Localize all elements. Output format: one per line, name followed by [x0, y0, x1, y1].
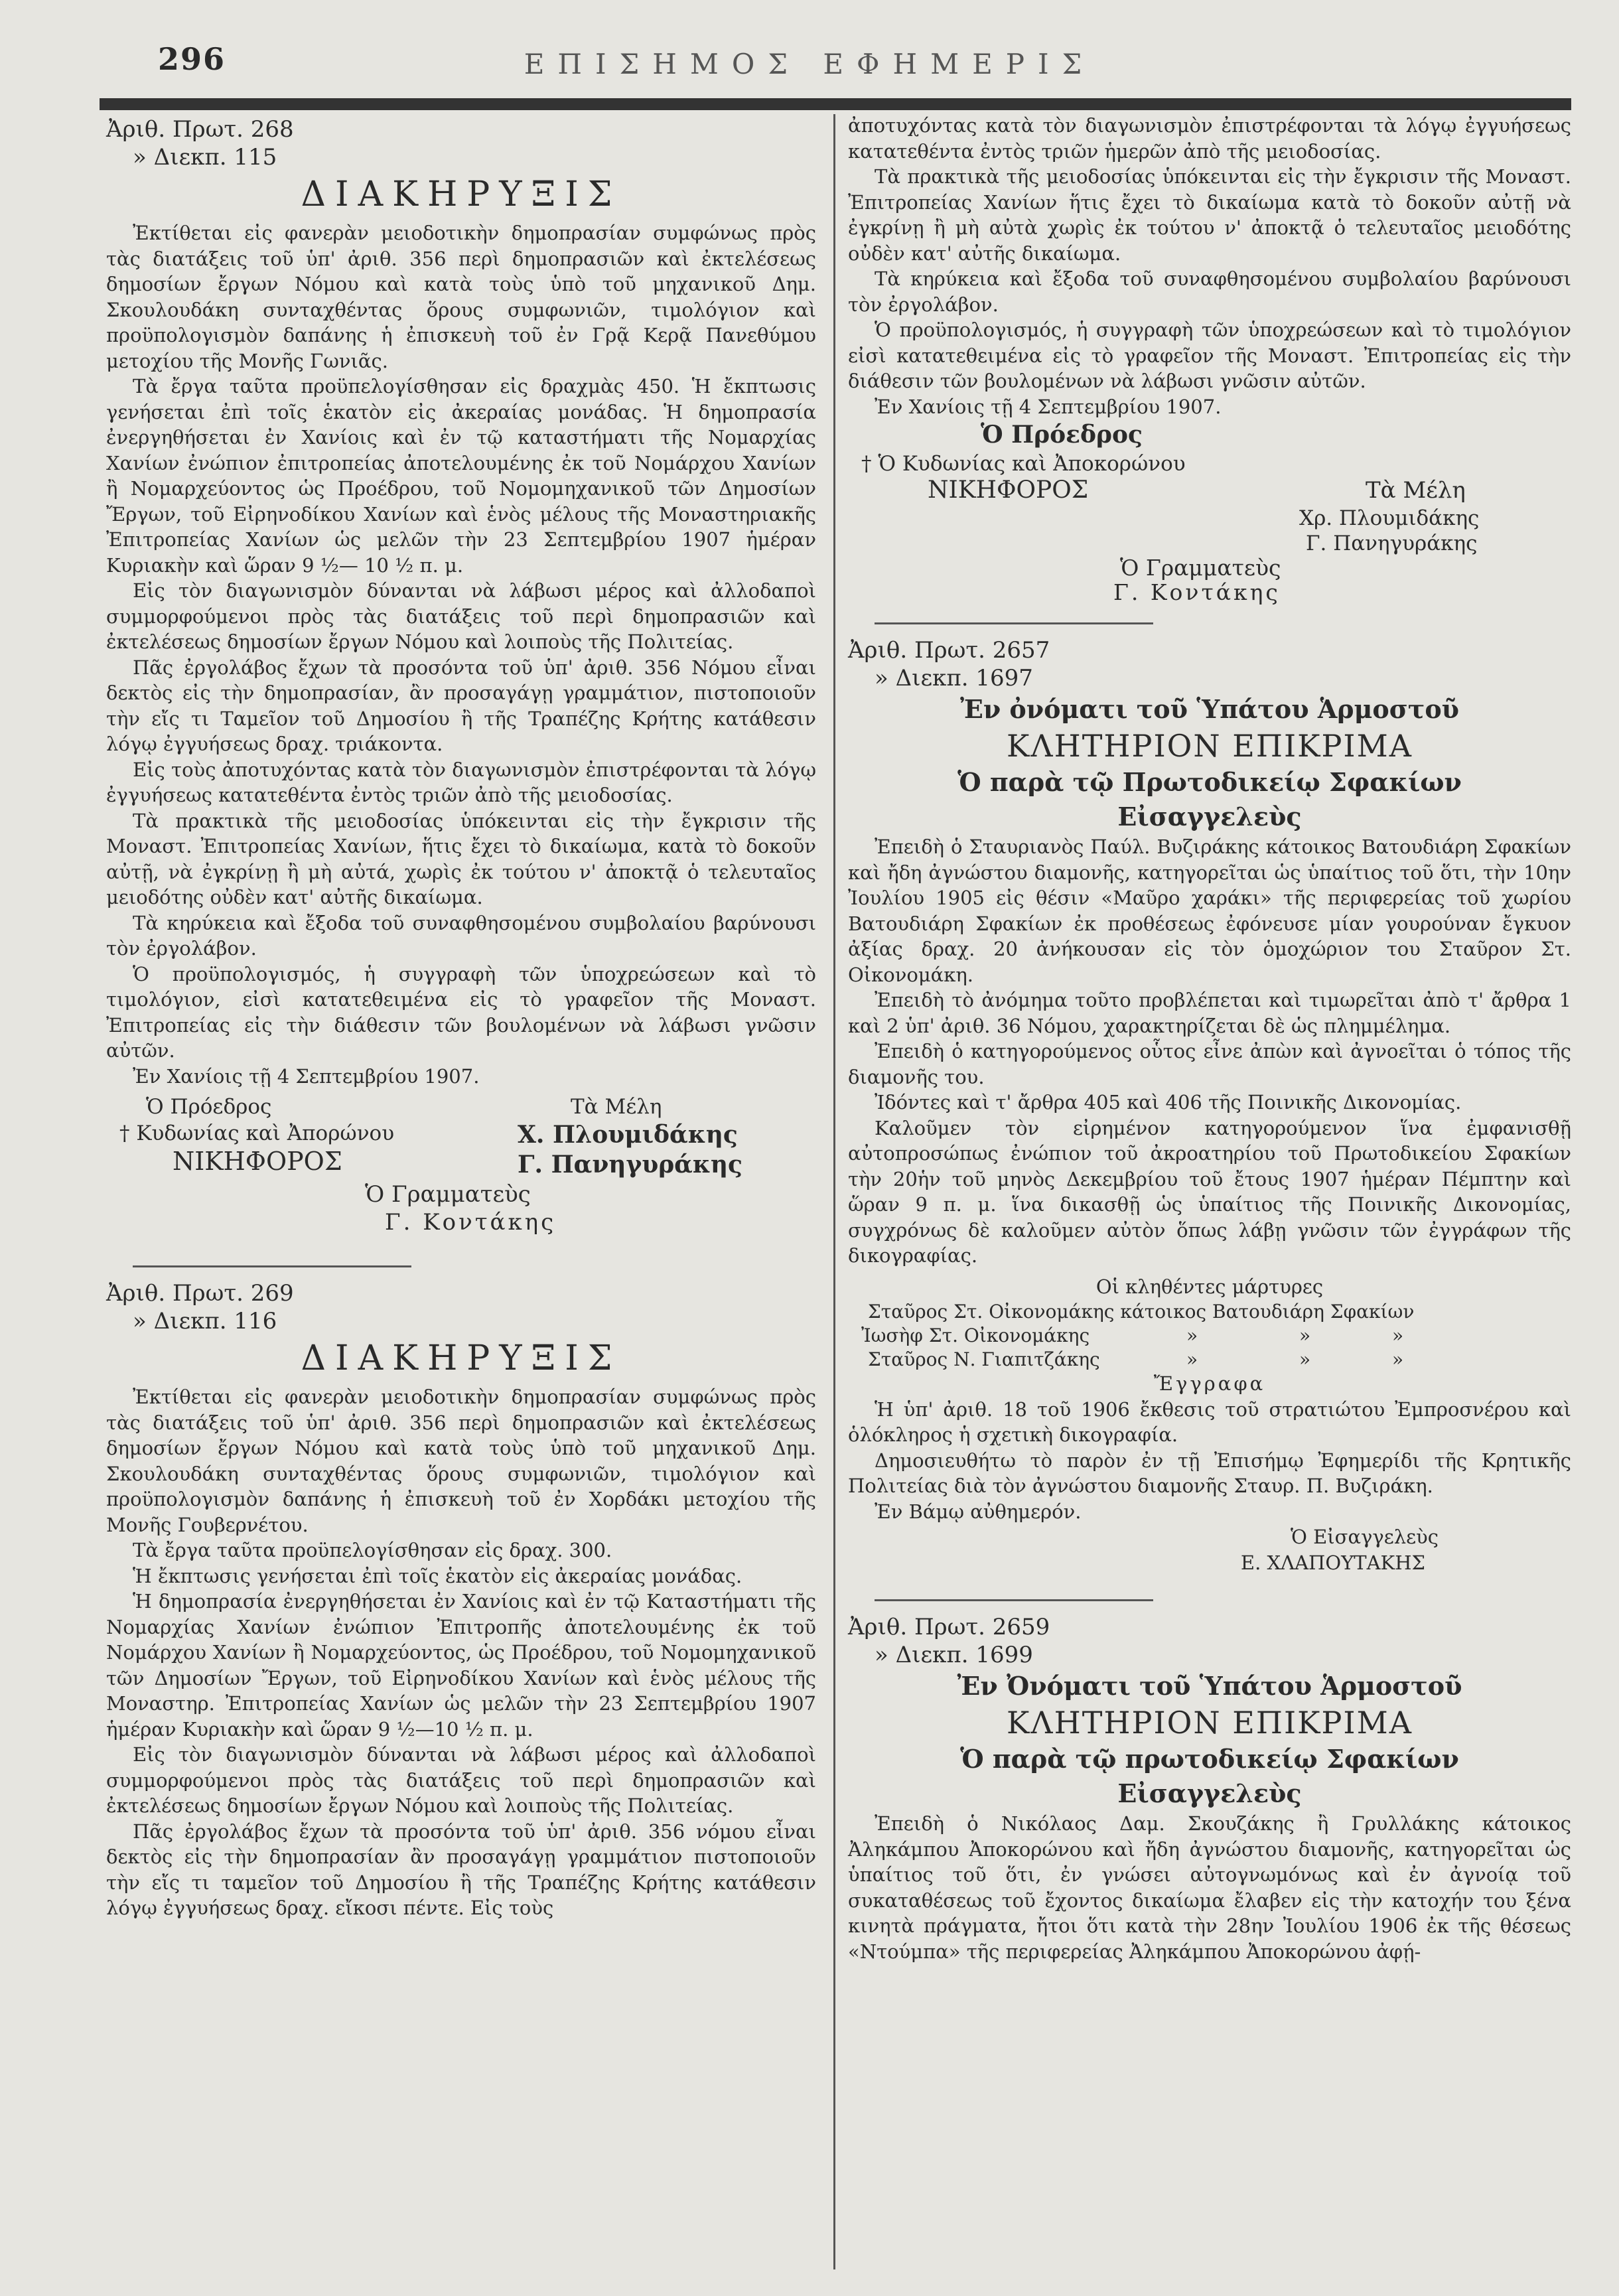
right-column — [848, 113, 1571, 1964]
notice-paragraph: Εἰς τὸν διαγωνισμὸν δύνανται νὰ λάβωσι μέρος καὶ ἀλλοδαποὶ συμμορφούμενοι πρὸς τὰς διατάξεις τοῦ περὶ δημοπρασιῶν καὶ ἐκτελέσεως δημοσίων ἔργων Νόμου καὶ λοιποὺς τῆς Πολιτείας. — [106, 1743, 816, 1817]
decree-paragraph: Ἰδόντες καὶ τ' ἄρθρα 405 καὶ 406 τῆς Ποινικῆς Δικονομίας. — [875, 1091, 1462, 1113]
decree-paragraph: Ἡ ὑπ' ἀριθ. 18 τοῦ 1906 ἔκθεσις τοῦ στρατιώτου Ἐμπροσνέρου καὶ ὁλόκληρος ἡ σχετικὴ δικογραφία. — [848, 1398, 1571, 1446]
notice-paragraph: Τὰ κηρύκεια καὶ ἔξοδα τοῦ συναφθησομένου συμβολαίου βαρύνουσι τὸν ἐργολάβον. — [848, 267, 1571, 316]
signature-member-1: Χρ. Πλουμιδάκης — [1299, 506, 1480, 530]
notice-paragraph: Τὰ ἔργα ταῦτα προϋπελογίσθησαν εἰς δραχ. 300. — [133, 1539, 612, 1561]
notice-paragraph: Τὰ πρακτικὰ τῆς μειοδοσίας ὑπόκεινται εἰς τὴν ἔγκρισιν τῆς Μοναστ. Ἐπιτροπείας Χανίων ἥτις ἔχει τὸ δικαίωμα κατὰ τὸ δοκοῦν αὐτῇ νὰ ἐγκρίνῃ ἢ μὴ αὐτὰ χωρὶς ἐκ τούτου ν' ἀποκτᾷ ὁ τελευταῖος μειοδότης οὐδὲν κατ' αὐτῆς δικαίωμα. — [848, 165, 1571, 265]
signature-members-label: Τὰ Μέλη — [571, 1095, 662, 1119]
signature-members-label: Τὰ Μέλη — [1366, 477, 1466, 504]
decree-kind: ΚΛΗΤΗΡΙΟΝ ΕΠΙΚΡΙΜΑ — [1007, 728, 1413, 764]
signature-block — [848, 419, 1571, 605]
signature-secretary-label: Ὁ Γραμματεὺς — [1120, 555, 1281, 581]
signature-member-1: Χ. Πλουμιδάκης — [518, 1121, 738, 1149]
header-rule — [100, 98, 1571, 110]
decree-paragraph: Δημοσιευθήτω τὸ παρὸν ἐν τῇ Ἐπισήμῳ Ἐφημερίδι τῆς Κρητικῆς Πολιτείας διὰ τὸν ἀγνώστου διαμονῆς Σταυρ. Π. Βυζιράκη. — [848, 1449, 1571, 1497]
notice-protocol-number: Ἀριθ. Πρωτ. 268 — [106, 116, 294, 143]
notice-title: ΔΙΑΚΗΡΥΞΙΣ — [301, 175, 622, 214]
decree-dispatch-number: » Διεκπ. 1697 — [875, 665, 1033, 691]
notice-paragraph: Ἐκτίθεται εἰς φανερὰν μειοδοτικὴν δημοπρασίαν συμφώνως πρὸς τὰς διατάξεις τοῦ ὑπ' ἀριθ. 356 περὶ δημοπρασιῶν καὶ ἐκτελέσεως δημοσίων ἔργων Νόμου καὶ κατὰ τοὺς ὑπὸ τοῦ μηχανικοῦ Δημ. Σκουλουδάκη συνταχθέντας ὅρους συμφωνιῶν, τιμολόγιον καὶ προϋπολογισμὸν δαπάνης ἡ ἐπισκευὴ τοῦ ἐν Χορδάκι μετοχίου τῆς Μονῆς Γουβερνέτου. — [106, 1386, 816, 1536]
decree-kind: ΚΛΗΤΗΡΙΟΝ ΕΠΙΚΡΙΜΑ — [1007, 1705, 1413, 1741]
signature-president-label: Ὁ Πρόεδρος — [981, 421, 1143, 449]
witness-ditto: » — [1392, 1325, 1404, 1346]
masthead-title: ΕΠΙΣΗΜΟΣ ΕΦΗΜΕΡΙΣ — [524, 48, 1095, 80]
witness-ditto: » — [1299, 1348, 1311, 1370]
witness-1: Σταῦρος Στ. Οἰκονομάκης κάτοικος Βατουδιάρη Σφακίων — [868, 1301, 1415, 1323]
notice-paragraph: Ὁ προϋπολογισμός, ἡ συγγραφὴ τῶν ὑποχρεώσεων καὶ τὸ τιμολόγιον εἰσὶ κατατεθειμένα εἰς τὸ γραφεῖον τῆς Μοναστ. Ἐπιτροπείας εἰς τὴν διάθεσιν τῶν βουλομένων νὰ λάβωσι γνῶσιν αὐτῶν. — [848, 319, 1571, 392]
notice-protocol-number: Ἀριθ. Πρωτ. 269 — [106, 1280, 294, 1307]
column-divider — [833, 114, 835, 2269]
signature-secretary-name: Γ. Κοντάκης — [1113, 579, 1281, 605]
decree-role: Εἰσαγγελεὺς — [1117, 802, 1302, 831]
decree-heading: Ἐν ὀνόματι τοῦ Ὑπάτου Ἁρμοστοῦ — [959, 694, 1460, 724]
decree-protocol-number: Ἀριθ. Πρωτ. 2659 — [848, 1614, 1050, 1640]
notice-date: Ἐν Χανίοις τῇ 4 Σεπτεμβρίου 1907. — [875, 395, 1222, 418]
notice-title: ΔΙΑΚΗΡΥΞΙΣ — [301, 1338, 622, 1378]
witness-ditto: » — [1186, 1325, 1198, 1346]
decree-paragraph: Ἐπειδὴ ὁ Σταυριανὸς Παύλ. Βυζιράκης κάτοικος Βατουδιάρη Σφακίων καὶ ἤδη ἀγνώστου διαμονῆς, κατηγορεῖται ὡς ὑπαίτιος τοῦ ὅτι, τὴν 10ην Ἰουλίου 1905 εἰς θέσιν «Μαῦρο χαράκι» τῆς περιφερείας τοῦ χωρίου Βατουδιάρη Σφακίων ἐκ προθέσεως ἐφόνευσε μίαν γουρούναν ἔγκυον ἀξίας δραχ. 20 ἀνήκουσαν εἰς τὸν ὁμοχώριον του Σταῦρον Στ. Οἰκονομάκη. — [848, 835, 1571, 986]
decree-court: Ὁ παρὰ τῷ Πρωτοδικείῳ Σφακίων — [957, 767, 1462, 797]
witness-2: Ἰωσὴφ Στ. Οἰκονομάκης — [861, 1325, 1090, 1346]
notice-paragraph: ἀποτυχόντας κατὰ τὸν διαγωνισμὸν ἐπιστρέφονται τὰ λόγῳ ἐγγυήσεως κατατεθέντα ἐντὸς τριῶν ἡμερῶν ἀπὸ τῆς μειοδοσίας. — [848, 114, 1571, 163]
signature-bishop: † Ὁ Κυδωνίας καὶ Ἀποκορώνου — [861, 452, 1186, 476]
signature-president-label: Ὁ Πρόεδρος — [146, 1095, 272, 1119]
signature-secretary-name: Γ. Κοντάκης — [385, 1209, 557, 1236]
notice-separator — [133, 1265, 411, 1267]
decree-paragraph: Ἐπειδὴ τὸ ἀνόμημα τοῦτο προβλέπεται καὶ τιμωρεῖται ἀπὸ τ' ἄρθρα 1 καὶ 2 ὑπ' ἀριθ. 36 Νόμου, χαρακτηρίζεται δὲ ὡς πλημμέλημα. — [848, 989, 1571, 1037]
notice-paragraph: Τὰ πρακτικὰ τῆς μειοδοσίας ὑπόκεινται εἰς τὴν ἔγκρισιν τῆς Μοναστ. Ἐπιτροπείας Χανίων, ἥτις ἔχει τὸ δικαίωμα, κατὰ τὸ δοκοῦν αὐτῇ, νὰ ἐγκρίνῃ ἢ μὴ αὐτά, χωρὶς ἐκ τούτου ν' ἀποκτᾷ ὁ τελευταῖος μειοδότης οὐδὲν κατ' αὐτῆς δικαίωμα. — [106, 809, 816, 908]
witness-ditto: » — [1186, 1348, 1198, 1370]
notice-paragraph: Τὰ ἔργα ταῦτα προϋπελογίσθησαν εἰς δραχμὰς 450. Ἡ ἔκπτωσις γενήσεται ἐπὶ τοῖς ἑκατὸν εἰς ἀκεραίας μονάδας. Ἡ δημοπρασία ἐνεργηθήσεται ἐν Χανίοις καὶ ἐν τῷ καταστήματι τῆς Νομαρχίας Χανίων ἐνώπιον ἐπιτροπείας ἀποτελουμένης ἐκ τοῦ Νομάρχου Χανίων ἢ Νομαρχεύοντος ὡς Προέδρου, τοῦ Νομομηχανικοῦ τῶν Δημοσίων Ἔργων, τοῦ Εἰρηνοδίκου Χανίων καὶ ἑνὸς μέλους τῆς Μοναστηριακῆς Ἐπιτροπείας Χανίων ὡς μελῶν τὴν 23 Σεπτεμβρίου 1907 ἡμέραν Κυριακὴν καὶ ὥραν 9 ½— 10 ½ π. μ. — [106, 375, 816, 577]
witness-list — [848, 1299, 1571, 1384]
signature-block — [106, 1089, 816, 1261]
notice-dispatch-number: » Διεκπ. 116 — [133, 1308, 277, 1334]
notice-paragraph: Τὰ κηρύκεια καὶ ἔξοδα τοῦ συναφθησομένου συμβολαίου βαρύνουσι τὸν ἐργολάβον. — [106, 911, 816, 960]
notice-paragraph: Πᾶς ἐργολάβος ἔχων τὰ προσόντα τοῦ ὑπ' ἀριθ. 356 Νόμου εἶναι δεκτὸς εἰς τὴν δημοπρασίαν, ἂν προσαγάγῃ γραμμάτιον, πιστοποιοῦν τὴν εἴς τι Ταμεῖον τοῦ Δημοσίου ἢ τῆς Τραπέζης Κρήτης κατάθεσιν λόγῳ ἐγγυήσεως δραχ. τριάκοντα. — [106, 656, 816, 755]
decree-dispatch-number: » Διεκπ. 1699 — [875, 1642, 1033, 1668]
signature-name: ΝΙΚΗΦΟΡΟΣ — [928, 476, 1089, 504]
notice-date: Ἐν Χανίοις τῇ 4 Σεπτεμβρίου 1907. — [133, 1064, 480, 1088]
notice-paragraph: Ὁ προϋπολογισμός, ἡ συγγραφὴ τῶν ὑποχρεώσεων καὶ τὸ τιμολόγιον, εἰσὶ κατατεθειμένα εἰς τὸ γραφεῖον τῆς Μοναστ. Ἐπιτροπείας εἰς τὴν διάθεσιν τῶν βουλομένων νὰ λάβωσι γνῶσιν αὐτῶν. — [106, 962, 816, 1062]
notice-paragraph: Ἡ ἔκπτωσις γενήσεται ἐπὶ τοῖς ἑκατὸν εἰς ἀκεραίας μονάδας. — [133, 1564, 742, 1587]
signature-bishop: † Κυδωνίας καὶ Ἀπορώνου — [119, 1121, 395, 1145]
documents-title: Ἔγγραφα — [1153, 1372, 1266, 1395]
witness-3: Σταῦρος Ν. Γιαπιτζάκης — [868, 1348, 1100, 1370]
signature-name: ΝΙΚΗΦΟΡΟΣ — [173, 1147, 342, 1176]
decree-role: Εἰσαγγελεὺς — [1117, 1778, 1302, 1808]
decree-protocol-number: Ἀριθ. Πρωτ. 2657 — [848, 637, 1050, 664]
prosecutor-name: Ε. ΧΛΑΠΟΥΤΑΚΗΣ — [1240, 1551, 1425, 1574]
signature-secretary-label: Ὁ Γραμματεὺς — [365, 1181, 531, 1208]
left-column — [106, 113, 816, 1921]
notice-paragraph: Εἰς τοὺς ἀποτυχόντας κατὰ τὸν διαγωνισμὸν ἐπιστρέφονται τὰ λόγῳ ἐγγυήσεως κατατεθέντα ἐντὸς τριῶν ἀπὸ τῆς μειοδοσίας. — [106, 758, 816, 806]
prosecutor-role: Ὁ Εἰσαγγελεὺς — [1290, 1526, 1439, 1548]
notice-paragraph: Εἰς τὸν διαγωνισμὸν δύνανται νὰ λάβωσι μέρος καὶ ἀλλοδαποὶ συμμορφούμενοι πρὸς τὰς διατάξεις τοῦ περὶ δημοπρασιῶν καὶ ἐκτελέσεως δημοσίων ἔργων Νόμου καὶ λοιποὺς τῆς Πολιτείας. — [106, 579, 816, 653]
signature-member-2: Γ. Πανηγυράκης — [1306, 532, 1478, 555]
signature-member-2: Γ. Πανηγυράκης — [518, 1151, 742, 1179]
decree-paragraph: Ἐν Βάμῳ αὐθημερόν. — [875, 1500, 1082, 1523]
witness-title: Οἱ κληθέντες μάρτυρες — [1095, 1275, 1324, 1298]
notice-paragraph: Ἐκτίθεται εἰς φανερὰν μειοδοτικὴν δημοπρασίαν συμφώνως πρὸς τὰς διατάξεις τοῦ ὑπ' ἀριθ. 356 περὶ δημοπρασιῶν καὶ ἐκτελέσεως δημοσίων ἔργων Νόμου καὶ κατὰ τοὺς ὑπὸ τοῦ μηχανικοῦ Δημ. Σκουλουδάκη συνταχθέντας ὅρους συμφωνιῶν, τιμολόγιον καὶ προϋπολογισμὸν δαπάνης ἡ ἐπισκευὴ τοῦ ἐν Γρᾷ Κερᾷ Πανεθύμου μετοχίου τῆς Μονῆς Γωνιᾶς. — [106, 222, 816, 372]
notice-dispatch-number: » Διεκπ. 115 — [133, 144, 277, 171]
decree-court: Ὁ παρὰ τῷ πρωτοδικείῳ Σφακίων — [960, 1744, 1459, 1774]
decree-paragraph: Ἐπειδὴ ὁ Νικόλαος Δαμ. Σκουζάκης ἢ Γρυλλάκης κάτοικος Ἀληκάμπου Ἀποκορώνου καὶ ἤδη ἀγνώστου διαμονῆς, κατηγορεῖται ὡς ὑπαίτιος τοῦ ὅτι, ἐν γνώσει αὐτογνωμόνως καὶ ἐν ἀγνοίᾳ τοῦ συκαταθέσεως τοῦ ἔχοντος δικαίωμα ἔλαβεν εἰς τὴν κατοχήν του ξένα κινητὰ πράγματα, ἤτοι ὅτι κατὰ τὴν 28ην Ἰουλίου 1906 ἐκ τῆς θέσεως «Ντούμπα» τῆς περιφερείας Ἀληκάμπου Ἀποκορώνου ἀφῄ- — [848, 1812, 1571, 1963]
witness-ditto: » — [1392, 1348, 1404, 1370]
decree-heading: Ἐν Ὀνόματι τοῦ Ὑπάτου Ἁρμοστοῦ — [957, 1671, 1462, 1701]
page-number: 296 — [158, 41, 226, 77]
decree-paragraph: Ἐπειδὴ ὁ κατηγορούμενος οὗτος εἶνε ἀπὼν καὶ ἀγνοεῖται ὁ τόπος τῆς διαμονῆς του. — [848, 1040, 1571, 1088]
notice-separator — [875, 622, 1153, 624]
notice-paragraph: Ἡ δημοπρασία ἐνεργηθήσεται ἐν Χανίοις καὶ ἐν τῷ Καταστήματι τῆς Νομαρχίας Χανίων ἐνώπιον Ἐπιτροπῆς ἀποτελουμένης ἐκ τοῦ Νομάρχου Χανίων ἢ Νομαρχεύοντος, ὡς Προέδρου, τοῦ Νομομηχανικοῦ τῶν Δημοσίων Ἔργων, τοῦ Εἰρηνοδίκου Χανίων καὶ ἑνὸς μέλους τῆς Μοναστηρ. Ἐπιτροπείας Χανίων ὡς μελῶν τὴν 23 Σεπτεμβρίου 1907 ἡμέραν Κυριακὴν καὶ ὥραν 9 ½—10 ½ π. μ. — [106, 1590, 816, 1741]
notice-separator — [875, 1599, 1153, 1601]
notice-paragraph: Πᾶς ἐργολάβος ἔχων τὰ προσόντα τοῦ ὑπ' ἀριθ. 356 νόμου εἶναι δεκτὸς εἰς τὴν δημοπρασίαν ἂν προσαγάγῃ γραμμάτιον πιστοποιοῦν τὴν εἴς τι ταμεῖον τοῦ Δημοσίου ἢ τῆς Τραπέζης Κρήτης κατάθεσιν λόγῳ ἐγγυήσεως δραχ. εἴκοσι πέντε. Εἰς τοὺς — [106, 1820, 816, 1919]
decree-paragraph: Καλοῦμεν τὸν εἰρημένον κατηγορούμενον ἵνα ἐμφανισθῇ αὐτοπροσώπως ἐνώπιον τοῦ ἀκροατηρίου τοῦ Πρωτοδικείου Σφακίων τὴν 20ἡν τοῦ μηνὸς Δεκεμβρίου τοῦ ἔτους 1907 ἡμέραν Πέμπτην καὶ ὥραν 9 π. μ. ἵνα δικασθῇ ὡς ὑπαίτιος τῆς Ποινικῆς Δικονομίας, συγχρόνως δὲ καλοῦμεν αὐτὸν ὅπως λάβῃ γνῶσιν τῶν ἐγγράφων τῆς δικογραφίας. — [848, 1116, 1571, 1267]
witness-ditto: » — [1299, 1325, 1311, 1346]
